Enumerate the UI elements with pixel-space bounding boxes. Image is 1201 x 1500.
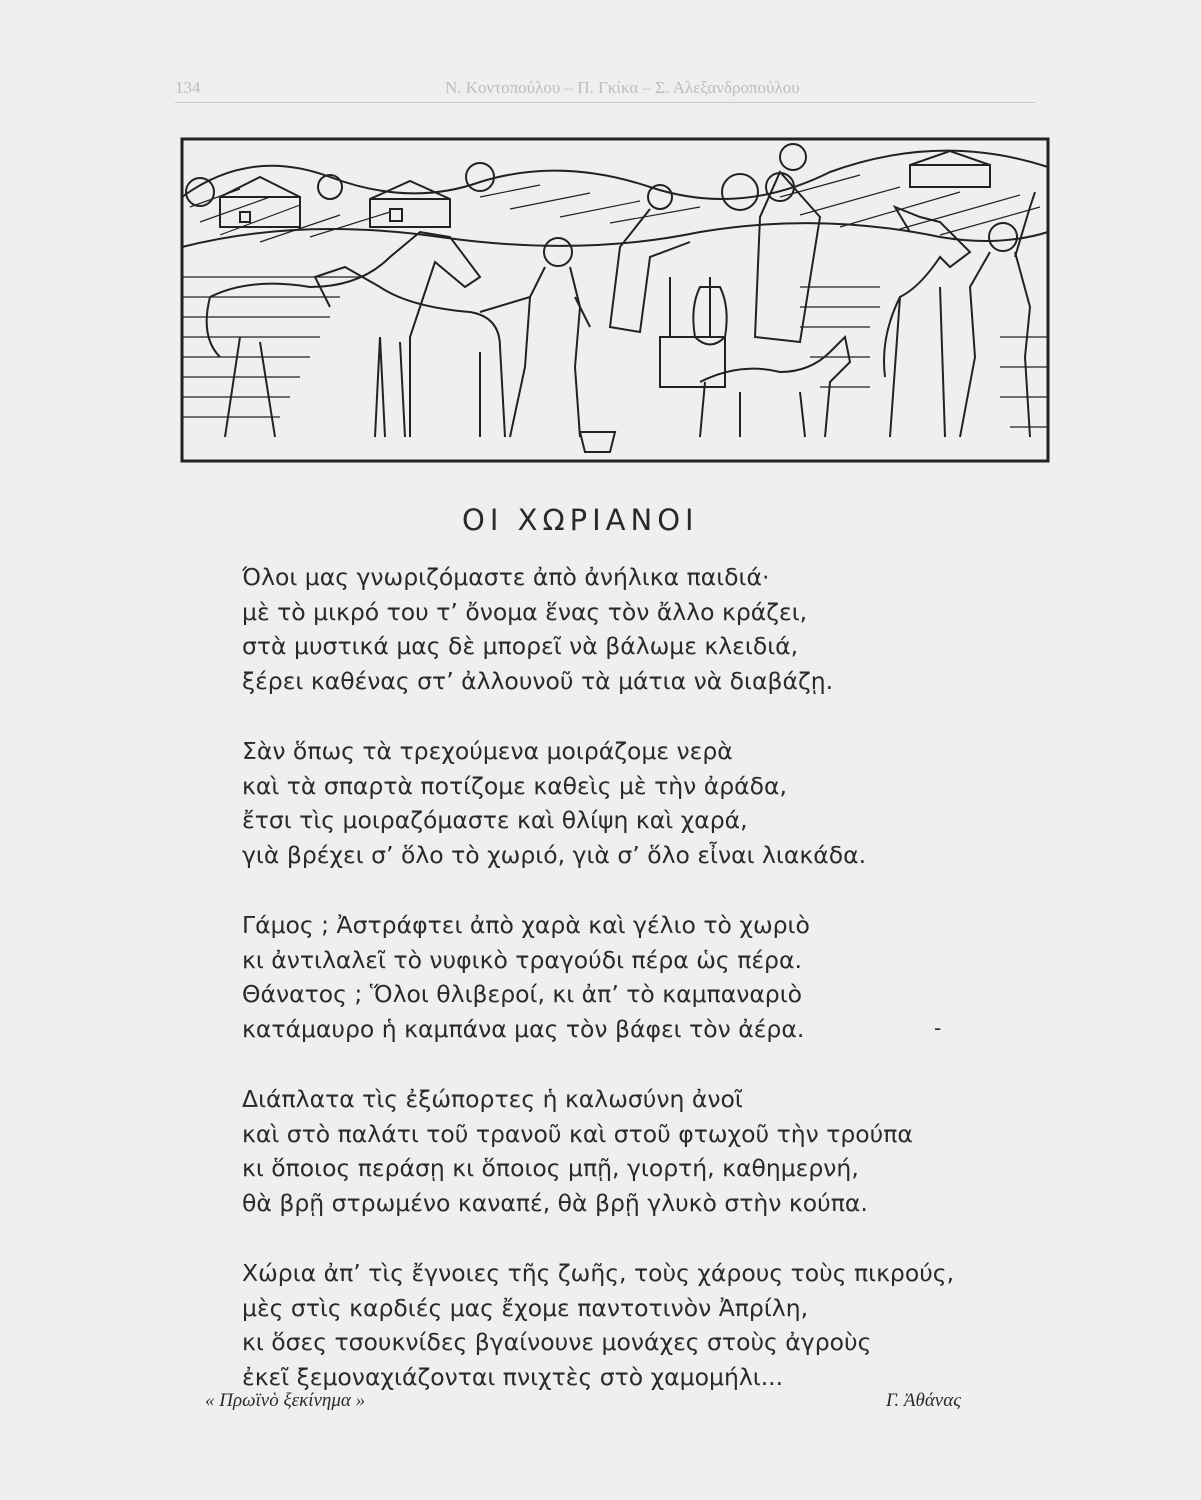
poem-line: Θάνατος ; Ὅλοι θλιβεροί, κι ἀπ’ τὸ καμπαναριὸ	[242, 980, 803, 1008]
poem-line: ἐκεῖ ξεμοναχιάζονται πνιχτὲς στὸ χαμομήλι...	[242, 1362, 784, 1391]
stanza	[242, 908, 1082, 1046]
poem-line: γιὰ βρέχει σ’ ὅλο τὸ χωριό, γιὰ σ’ ὅλο εἶναι λιακάδα.	[242, 840, 867, 869]
stanza	[242, 1256, 1082, 1394]
page-number: 134	[175, 78, 201, 97]
source-citation: « Πρωϊνὸ ξεκίνημα »	[205, 1390, 366, 1411]
poem-line: μὲ τὸ μικρό του τ’ ὄνομα ἕνας τὸν ἄλλο κράζει,	[242, 597, 808, 626]
poem-line: καὶ στὸ παλάτι τοῦ τρανοῦ καὶ στοῦ φτωχοῦ τὴν τρούπα	[242, 1119, 913, 1148]
stanza	[242, 1082, 1082, 1220]
poem-line: κι ἀντιλαλεῖ τὸ νυφικὸ τραγούδι πέρα ὡς πέρα.	[242, 945, 802, 974]
stray-mark: -	[934, 1016, 942, 1040]
running-title: Ν. Κοντοπούλου – Π. Γκίκα – Σ. Αλεξανδροπούλου	[445, 78, 800, 97]
poem-title: ΟΙ ΧΩΡΙΑΝΟΙ	[462, 503, 699, 537]
poem-line: Χώρια ἀπ’ τὶς ἔγνοιες τῆς ζωῆς, τοὺς χάρους τοὺς πικρούς,	[242, 1259, 955, 1287]
author-name: Γ. Ἀθάνας	[886, 1390, 961, 1411]
poem-line: θὰ βρῇ στρωμένο καναπέ, θὰ βρῇ γλυκὸ στὴν κούπα.	[242, 1188, 868, 1217]
stanza	[242, 560, 1082, 698]
poem-line: ἔτσι τὶς μοιραζόμαστε καὶ θλίψη καὶ χαρά,	[242, 806, 748, 834]
poem-line: κατάμαυρο ἡ καμπάνα μας τὸν βάφει τὸν ἀέρα.	[242, 1014, 805, 1043]
stanza	[242, 734, 1082, 872]
poem-line: στὰ μυστικά μας δὲ μπορεῖ νὰ βάλωμε κλειδιά,	[242, 632, 799, 660]
poem-body	[242, 560, 1082, 1430]
poem-line: Διάπλατα τὶς ἐξώπορτες ἡ καλωσύνη ἀνοῖ	[242, 1085, 743, 1113]
poem-line: ξέρει καθένας στ’ ἀλλουνοῦ τὰ μάτια νὰ διαβάζῃ.	[242, 666, 834, 695]
running-header	[175, 78, 1035, 103]
village-woodcut-illustration	[180, 137, 1050, 463]
poem-line: καὶ τὰ σπαρτὰ ποτίζομε καθεὶς μὲ τὴν ἀράδα,	[242, 771, 787, 800]
poem-line: Γάμος ; Ἀστράφτει ἀπὸ χαρὰ καὶ γέλιο τὸ χωριὸ	[242, 911, 810, 939]
poem-line: μὲς στὶς καρδιές μας ἔχομε παντοτινὸν Ἀπρίλη,	[242, 1293, 809, 1322]
poem-line: κι ὅποιος περάσῃ κι ὅποιος μπῇ, γιορτή, καθημερνή,	[242, 1154, 859, 1182]
poem-line: κι ὅσες τσουκνίδες βγαίνουνε μονάχες στοὺς ἀγροὺς	[242, 1328, 872, 1356]
poem-line: Όλοι μας γνωριζόμαστε ἀπὸ ἀνήλικα παιδιά·	[242, 563, 770, 591]
poem-line: Σὰν ὅπως τὰ τρεχούμενα μοιράζομε νερὰ	[242, 737, 733, 765]
